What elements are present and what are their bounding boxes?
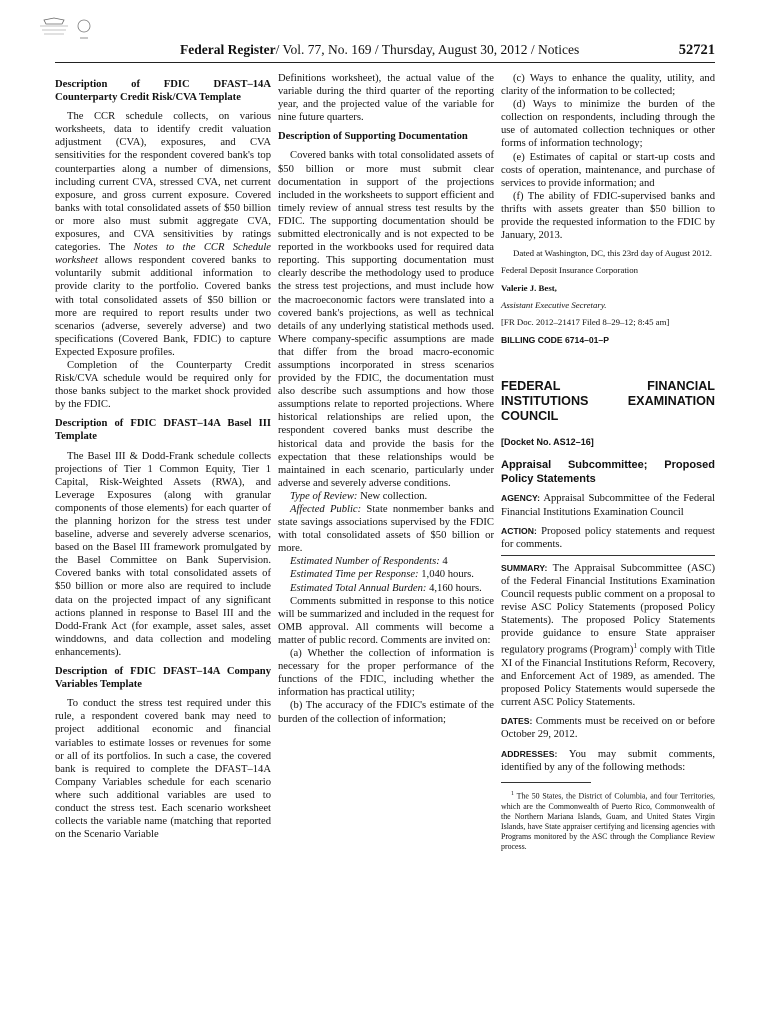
column-2	[278, 72, 494, 726]
paragraph: Completion of the Counterparty Credit Risk/CVA schedule would be required only for those banks subject to the market shock provided by the FDIC.	[55, 359, 271, 411]
dates-field: DATES: Comments must be received on or before October 29, 2012.	[501, 716, 715, 741]
list-item: (a) Whether the collection of information is necessary for the proper performance of the functions of the FDIC, including whether the information has practical utility;	[278, 648, 494, 699]
paragraph: Covered banks with total consolidated assets of $50 billion or more must submit clear documentation in support of the projections included in the worksheets to support efficient and timely review of annual stress test results by the FDIC. The supporting documentation should be submitted electronically and is not expected to be reported in the workbooks used for required data reporting. This supporting documentation must clearly describe the methodology used to produce the stress test projections, and must include how the macroeconomic factors were translated into a covered bank's projections, as well as technical details of any underlying statistical methods used. Where company-specific assumptions are made that differ from the broad macro-economic assumptions incorporated in stress scenarios provided by the FDIC, the documentation must also describe such assumptions and how those assumptions relate to reported projections. Where historical relationships are relied upon, the respondent covered banks must describe the historical data and provide the basis for the expectation that these relationships would be maintained in each scenario, particularly under adverse and severely adverse conditions.	[278, 150, 494, 489]
gpo-seal-icon	[30, 14, 98, 44]
section-heading: Description of Supporting Documentation	[278, 131, 468, 143]
column-3	[501, 72, 715, 853]
paragraph: Comments submitted in response to this notice will be summarized and included in the request for OMB approval. All comments will become a matter of public record. Comments are invited on:	[278, 595, 494, 646]
type-of-review: Type of Review: New collection.	[290, 490, 428, 502]
organization: Federal Deposit Insurance Corporation	[501, 265, 639, 276]
addresses-field: ADDRESSES: You may submit comments, identified by any of the following methods:	[501, 748, 715, 773]
signer-name: Valerie J. Best,	[501, 282, 557, 293]
estimated-burden: Estimated Total Annual Burden: 4,160 hours.	[290, 582, 482, 594]
header-citation	[180, 42, 579, 58]
section-heading: Description of FDIC DFAST–14A Counterparty Credit Risk/CVA Template	[55, 79, 271, 104]
notice-subject: Appraisal Subcommittee; Proposed Policy Statements	[501, 459, 715, 485]
estimated-time: Estimated Time per Response: 1,040 hours.	[290, 569, 474, 581]
action-field: ACTION: Proposed policy statements and request for comments.	[501, 525, 715, 550]
column-1	[55, 72, 271, 841]
footnote-divider	[501, 782, 591, 783]
list-item: (d) Ways to minimize the burden of the collection on respondents, including through the use of automated collection techniques or other forms of information technology;	[501, 99, 715, 150]
affected-public: Affected Public: State nonmember banks and state savings associations supervised by the FDIC with total consolidated assets of $50 billion or more.	[278, 504, 494, 555]
docket-number: [Docket No. AS12–16]	[501, 437, 594, 448]
dated-line: Dated at Washington, DC, this 23rd day of August 2012.	[513, 248, 712, 259]
agency-heading: FEDERAL FINANCIAL INSTITUTIONS EXAMINATION COUNCIL	[501, 379, 715, 424]
list-item: (f) The ability of FDIC-supervised banks and thrifts with assets greater than $50 billion to provide the requested information to the FDIC by January, 2013.	[501, 190, 715, 242]
divider	[501, 555, 715, 556]
section-heading: Description of FDIC DFAST–14A Company Variables Template	[55, 666, 271, 691]
header-rule	[55, 62, 715, 63]
issue-details: / Vol. 77, No. 169 / Thursday, August 30, 2012 / Notices	[275, 42, 580, 57]
list-item: (b) The accuracy of the FDIC's estimate of the burden of the collection of information;	[278, 700, 494, 725]
fr-doc: [FR Doc. 2012–21417 Filed 8–29–12; 8:45 am]	[501, 317, 670, 328]
list-item: (e) Estimates of capital or start-up costs and costs of operation, maintenance, and purchase of services to provide information; and	[501, 151, 715, 189]
paragraph: To conduct the stress test required under this rule, a respondent covered bank may need to project additional economic and financial variables to estimate losses or revenues for some or all of its portfolios. In such a case, the covered bank is required to complete the DFAST–14A Company Variables schedule for each scenario where such additional variables are used to conduct the stress test. Each scenario worksheet collects the variable name (matching that reported on the Scenario Variable	[55, 698, 271, 841]
page-number: 52721	[678, 42, 715, 58]
billing-code: BILLING CODE 6714–01–P	[501, 335, 609, 346]
list-item: (c) Ways to enhance the quality, utility, and clarity of the information to be collected;	[501, 73, 715, 98]
signer-title: Assistant Executive Secretary.	[501, 299, 607, 310]
publication-title: Federal Register	[180, 42, 276, 57]
page-header	[180, 42, 715, 60]
paragraph: The Basel III & Dodd-Frank schedule collects projections of Tier 1 Common Equity, Tier 1 Capital, Risk-Weighted Assets (RWA), and Leverage Exposures (along with granular components of those elements) for each quarter of the planning horizon for the stress test under baseline, adverse and severely adverse scenarios, based on the Basel III framework promulgated by the Basel Committee on Bank Supervision. Covered banks with total consolidated assets of $50 billion or more also are required to include data on the projected impact of any significant actions planned in response to Basel III and the Dodd-Frank Act (for example, asset sales, asset winddowns, and data collection and modeling enhancements).	[55, 450, 271, 658]
paragraph: Definitions worksheet), the actual value of the variable during the third quarter of the reporting year, and the projected value of the variable for nine future quarters.	[278, 73, 494, 124]
summary-field: SUMMARY: The Appraisal Subcommittee (ASC) of the Federal Financial Institutions Examination Council requests public comment on a proposal to revise ASC Policy Statements (proposed Policy Statements). The proposed Policy Statements provide guidance to ensure State appraiser regulatory programs (Program)$^1$ comply with Title XI of the Financial Institutions Reform, Recovery, and Enforcement Act of 1989, as amended. The proposed Policy Statements would supersede the current ASC Policy Statements.	[501, 562, 715, 709]
footnote: $^1$ The 50 States, the District of Columbia, and four Territories, which are the Commonwealth of Puerto Rico, Commonwealth of the Northern Mariana Islands, Guam, and United States Virgin Islands, have State appraiser certifying and licensing agencies with Programs monitored by the ASC through the Compliance Review process.	[501, 790, 715, 852]
section-heading: Description of FDIC DFAST–14A Basel III Template	[55, 418, 271, 443]
paragraph: The CCR schedule collects, on various worksheets, data to identify credit valuation adjustment (CVA), exposures, and CVA sensitivities for the respondent covered bank's top counterparties along a number of dimensions, including current CVA, stressed CVA, net current exposure, and gross current exposure. Covered banks with total consolidated assets of $50 billion or more also must submit aggregate CVA, exposures, and CVA sensitivities by ratings categories. The Notes to the CCR Schedule worksheet allows respondent covered banks to voluntarily submit additional information to provide clarity to the portfolio. Covered banks with total consolidated assets of $50 billion or more are required to report results under two scenarios (adverse, severely adverse) and two specifications (Covered Bank, FDIC) to capture Expected Exposure profiles.	[55, 111, 271, 358]
agency-field: AGENCY: Appraisal Subcommittee of the Federal Financial Institutions Examination Council	[501, 493, 715, 518]
estimated-respondents: Estimated Number of Respondents: 4	[290, 556, 448, 568]
